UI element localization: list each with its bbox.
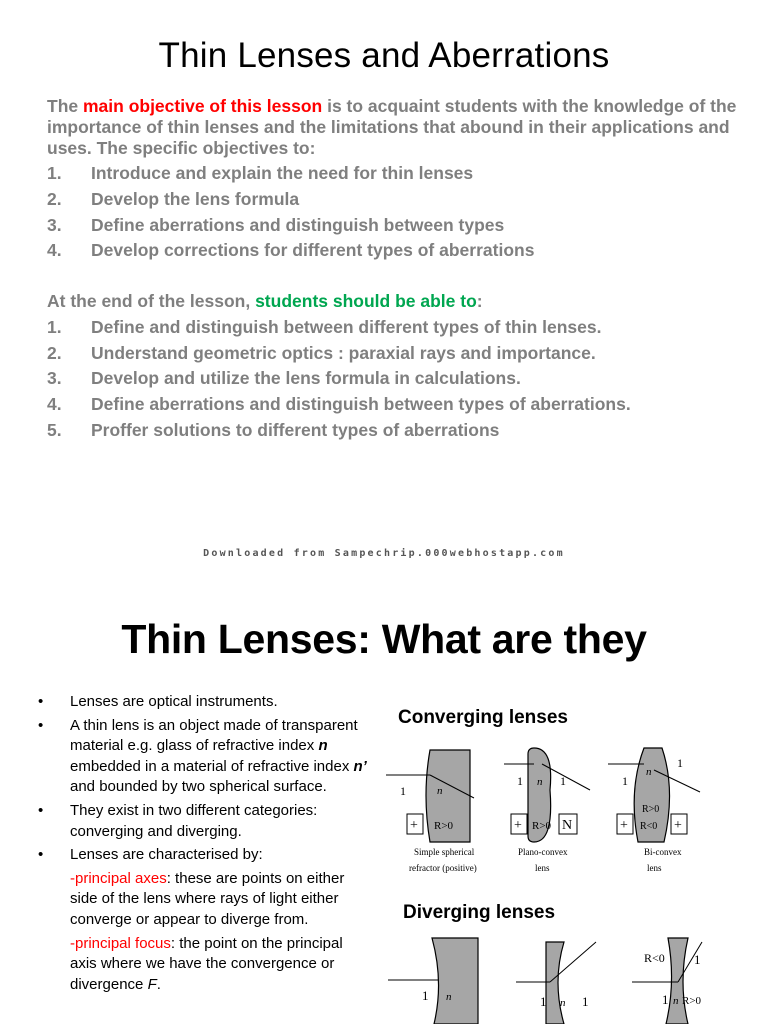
list-number: 5. <box>47 419 62 440</box>
sub-text: : these are points on either side of the lens where rays of light either converge or appear to diverge from. <box>70 869 345 928</box>
fig-label-plus: + <box>514 818 522 833</box>
list-number: 1. <box>47 163 62 183</box>
fig-label-1: 1 <box>400 784 406 798</box>
list-number: 4. <box>47 394 62 415</box>
bullet-item <box>38 716 368 798</box>
caption-line: Bi-convex <box>644 847 682 857</box>
slide-title: Thin Lenses: What are they <box>121 616 647 662</box>
outcome-item <box>47 343 596 364</box>
bullet-item <box>38 801 368 842</box>
fig-label-1: 1 <box>560 774 566 788</box>
plano-convex-lens <box>504 748 590 873</box>
bullet-list <box>38 692 368 998</box>
list-text: Develop the lens formula <box>91 188 300 209</box>
bullet-dot: • <box>38 693 44 710</box>
outcome-suffix: : <box>476 291 483 311</box>
list-number: 3. <box>47 214 62 235</box>
list-text: Introduce and explain the need for thin lenses <box>91 163 474 183</box>
fig-label-n: n <box>537 776 543 788</box>
objective-item <box>47 240 534 261</box>
bullet-text: A thin lens is an object made of transparent material e.g. glass of refractive index <box>70 716 358 755</box>
diverging-heading: Diverging lenses <box>403 902 556 923</box>
download-footer: Downloaded from Sampechrip.000webhostapp.com <box>203 548 565 559</box>
caption-line: Simple spherical <box>414 847 475 857</box>
converging-heading: Converging lenses <box>398 707 568 728</box>
bullet-item <box>38 692 368 713</box>
bi-convex-lens <box>608 748 700 873</box>
fig-label-plus: + <box>620 818 628 833</box>
fig-label-1: 1 <box>694 952 701 967</box>
bullet-text: Lenses are characterised by: <box>70 846 263 864</box>
fig-label-r: R>0 <box>642 804 660 815</box>
fig-label-r: R<0 <box>644 951 665 965</box>
slide-title: Thin Lenses and Aberrations <box>158 36 610 75</box>
fig-label-1: 1 <box>677 756 683 770</box>
fig-label-r: R>0 <box>532 820 552 832</box>
outcome-highlight: students should be able to <box>255 291 477 311</box>
sub-label: -principal focus <box>70 934 171 952</box>
bullet-text: embedded in a material of refractive index <box>70 757 354 775</box>
symbol-n-prime: n’ <box>353 757 367 775</box>
fig-label-plus: + <box>674 818 682 833</box>
list-number: 4. <box>47 240 62 261</box>
list-text: Develop and utilize the lens formula in calculations. <box>91 368 521 389</box>
slide-thin-lenses <box>0 594 768 1024</box>
list-number: 2. <box>47 342 62 363</box>
fig-label-1: 1 <box>422 988 429 1003</box>
fig-label-n: n <box>560 997 566 1009</box>
fig-label-N: N <box>562 818 573 833</box>
fig-label-n: n <box>446 991 452 1003</box>
fig-label-r: R>0 <box>434 820 454 832</box>
caption-line: refractor (positive) <box>409 863 477 873</box>
simple-spherical-refractor <box>386 750 477 873</box>
bullet-dot: • <box>38 801 44 819</box>
fig-label-r: R>0 <box>682 995 702 1007</box>
fig-label-n: n <box>646 766 652 778</box>
sub-text-end: . <box>156 975 161 993</box>
fig-label-n: n <box>673 995 679 1007</box>
list-number: 2. <box>47 188 62 209</box>
outcome-item <box>47 368 521 389</box>
simple-negative-refractor <box>388 938 478 1024</box>
fig-label-1: 1 <box>540 994 547 1009</box>
intro-prefix: The <box>47 96 83 116</box>
bullet-dot: • <box>38 846 44 864</box>
outcome-item <box>47 317 601 338</box>
list-text: Define aberrations and distinguish between types <box>91 214 505 235</box>
fig-label-1: 1 <box>622 774 628 788</box>
bullet-text: and bounded by two spherical surface. <box>70 778 327 796</box>
symbol-n: n <box>318 737 328 755</box>
bullet-dot: • <box>38 716 44 734</box>
outcome-prefix: At the end of the lesson, <box>47 291 256 311</box>
fig-label-n: n <box>437 785 443 797</box>
intro-highlight: main objective of this lesson <box>82 96 323 116</box>
list-text: Define and distinguish between different types of thin lenses. <box>91 317 602 337</box>
caption-line: lens <box>535 863 550 873</box>
caption-line: lens <box>647 863 662 873</box>
fig-label-1: 1 <box>582 994 589 1009</box>
sub-label: -principal axes <box>70 869 167 887</box>
fig-label-1: 1 <box>662 992 669 1007</box>
bi-concave-lens <box>632 938 702 1024</box>
objective-item <box>47 163 473 184</box>
sub-text: : the point on the principal axis where we have the convergence or divergence <box>70 934 343 993</box>
fig-label-plus: + <box>410 818 418 833</box>
objective-item <box>47 189 299 210</box>
list-number: 3. <box>47 368 62 389</box>
intro-suffix: is to acquaint students with the knowledge of the importance of thin lenses and the limitations that abound in their applications and uses. The specific objectives to: <box>47 96 737 158</box>
converging-lenses-figure <box>382 740 712 910</box>
outcome-item <box>47 420 499 441</box>
bullet-text: They exist in two different categories: converging and diverging. <box>70 801 318 840</box>
plano-concave-lens <box>516 942 596 1024</box>
bullet-item <box>38 845 368 866</box>
list-text: Develop corrections for different types of aberrations <box>91 240 535 261</box>
slide-separator <box>0 572 768 594</box>
list-text: Understand geometric optics : paraxial rays and importance. <box>91 342 596 363</box>
bullet-text: Lenses are optical instruments. <box>70 693 278 710</box>
diverging-lenses-figure <box>382 932 712 1024</box>
fig-label-1: 1 <box>517 774 523 788</box>
list-text: Define aberrations and distinguish between types of aberrations. <box>91 394 631 415</box>
sub-item-principal-axes <box>38 869 368 931</box>
objective-paragraph <box>47 96 737 159</box>
sub-item-principal-focus <box>38 934 368 996</box>
objective-item <box>47 215 504 236</box>
caption-line: Plano-convex <box>518 847 568 857</box>
list-text: Proffer solutions to different types of aberrations <box>91 419 500 440</box>
symbol-f: F <box>147 975 157 993</box>
outcome-intro <box>47 291 737 312</box>
list-number: 1. <box>47 317 62 337</box>
fig-label-r: R<0 <box>640 821 658 832</box>
outcome-item <box>47 394 631 415</box>
